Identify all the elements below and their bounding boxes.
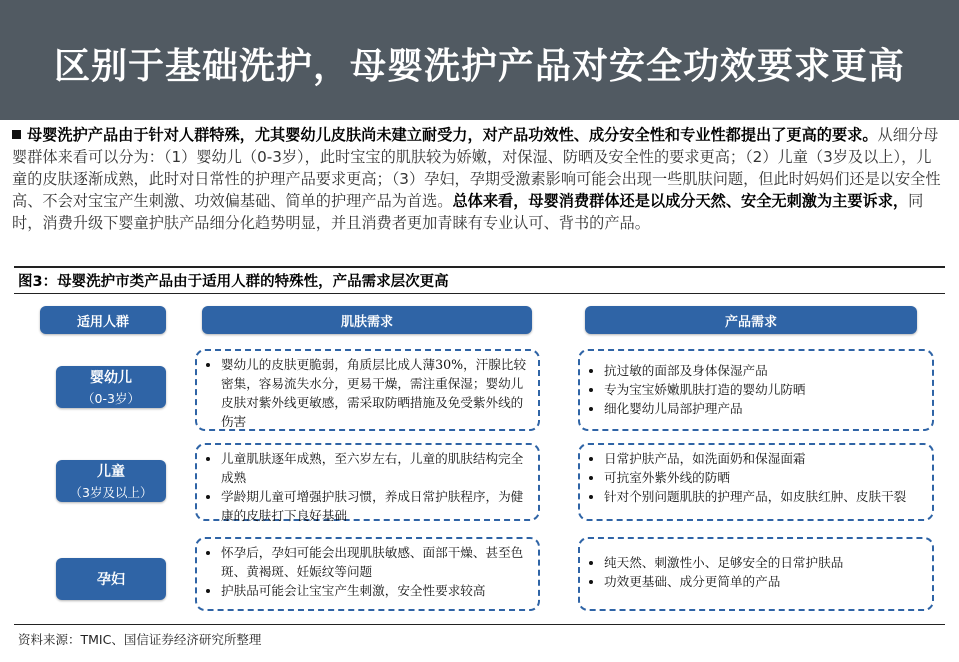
skin-card-child bbox=[195, 443, 540, 521]
header-product: 产品需求 bbox=[585, 306, 917, 334]
list-item: • 功效更基础、成分更简单的产品 bbox=[604, 572, 924, 591]
square-bullet-icon bbox=[12, 130, 21, 139]
list-item: • 婴幼儿的皮肤更脆弱，角质层比成人薄30%，汗腺比较密集，容易流失水分，更易干燥，需注重保湿；婴幼儿皮肤对紫外线更敏感，需采取防晒措施及免受紫外线的伤害 bbox=[221, 355, 530, 431]
group-name: 儿童 bbox=[97, 464, 125, 480]
list-item: • 儿童肌肤逐年成熟，至六岁左右，儿童的肌肤结构完全成熟 bbox=[221, 449, 530, 487]
figure-caption: 图3：母婴洗护市类产品由于适用人群的特殊性，产品需求层次更高 bbox=[18, 274, 449, 290]
list-item: • 专为宝宝娇嫩肌肤打造的婴幼儿防晒 bbox=[604, 380, 924, 399]
product-card-infant bbox=[578, 349, 934, 431]
figure-rule-bottom bbox=[14, 293, 945, 294]
group-pregnant bbox=[56, 558, 166, 600]
product-card-child bbox=[578, 443, 934, 521]
group-child bbox=[56, 460, 166, 502]
group-infant bbox=[56, 366, 166, 408]
list-item: • 护肤品可能会让宝宝产生刺激，安全性要求较高 bbox=[221, 581, 530, 600]
skin-card-pregnant bbox=[195, 537, 540, 611]
group-name: 孕妇 bbox=[97, 572, 125, 588]
group-age: （3岁及以上） bbox=[69, 485, 153, 500]
list-item: • 可抗室外紫外线的防晒 bbox=[604, 468, 924, 487]
list-item: • 怀孕后，孕妇可能会出现肌肤敏感、面部干燥、甚至色斑、黄褐斑、妊娠纹等问题 bbox=[221, 543, 530, 581]
intro-bold-lead: 母婴洗护产品由于针对人群特殊，尤其婴幼儿皮肤尚未建立耐受力，对产品功效性、成分安全性和专业性都提出了更高的要求。 bbox=[27, 126, 878, 144]
figure-rule-top bbox=[14, 266, 945, 268]
source-rule bbox=[14, 624, 945, 625]
intro-text-2: 同时，消费升级下婴童护肤产品细分化趋势明显，并且消费者更加青睐有专业认可、背书的产品。 bbox=[12, 192, 924, 232]
list-item: • 抗过敏的面部及身体保湿产品 bbox=[604, 361, 924, 380]
intro-bold-mid: 总体来看，母婴消费群体还是以成分天然、安全无刺激为主要诉求， bbox=[452, 192, 909, 210]
intro-paragraph bbox=[12, 124, 944, 234]
intro-text-1: 从细分母婴群体来看可以分为：（1）婴幼儿（0-3岁），此时宝宝的肌肤较为娇嫩，对保湿、防晒及安全性的要求更高；（2）儿童（3岁及以上），儿童的皮肤逐渐成熟，此时对日常性的护理产品要求更高；（3）孕妇，孕期受激素影响可能会出现一些肌肤问题，但此时妈妈们还是以安全性高、不会对宝宝产生刺激、功效偏基础、简单的护理产品为首选。 bbox=[12, 126, 941, 210]
source-note: 资料来源：TMIC、国信证券经济研究所整理 bbox=[18, 632, 262, 647]
header-group: 适用人群 bbox=[40, 306, 166, 334]
skin-card-infant bbox=[195, 349, 540, 431]
group-name: 婴幼儿 bbox=[90, 370, 132, 386]
list-item: • 针对个别问题肌肤的护理产品，如皮肤红肿、皮肤干裂 bbox=[604, 487, 924, 506]
product-card-pregnant bbox=[578, 537, 934, 611]
header-skin: 肌肤需求 bbox=[202, 306, 532, 334]
group-age: （0-3岁） bbox=[82, 391, 140, 406]
list-item: • 细化婴幼儿局部护理产品 bbox=[604, 399, 924, 418]
list-item: • 学龄期儿童可增强护肤习惯，养成日常护肤程序，为健康的皮肤打下良好基础 bbox=[221, 487, 530, 525]
list-item: • 纯天然、刺激性小、足够安全的日常护肤品 bbox=[604, 553, 924, 572]
page-title: 区别于基础洗护，母婴洗护产品对安全功效要求更高 bbox=[53, 46, 905, 87]
list-item: • 日常护肤产品，如洗面奶和保湿面霜 bbox=[604, 449, 924, 468]
